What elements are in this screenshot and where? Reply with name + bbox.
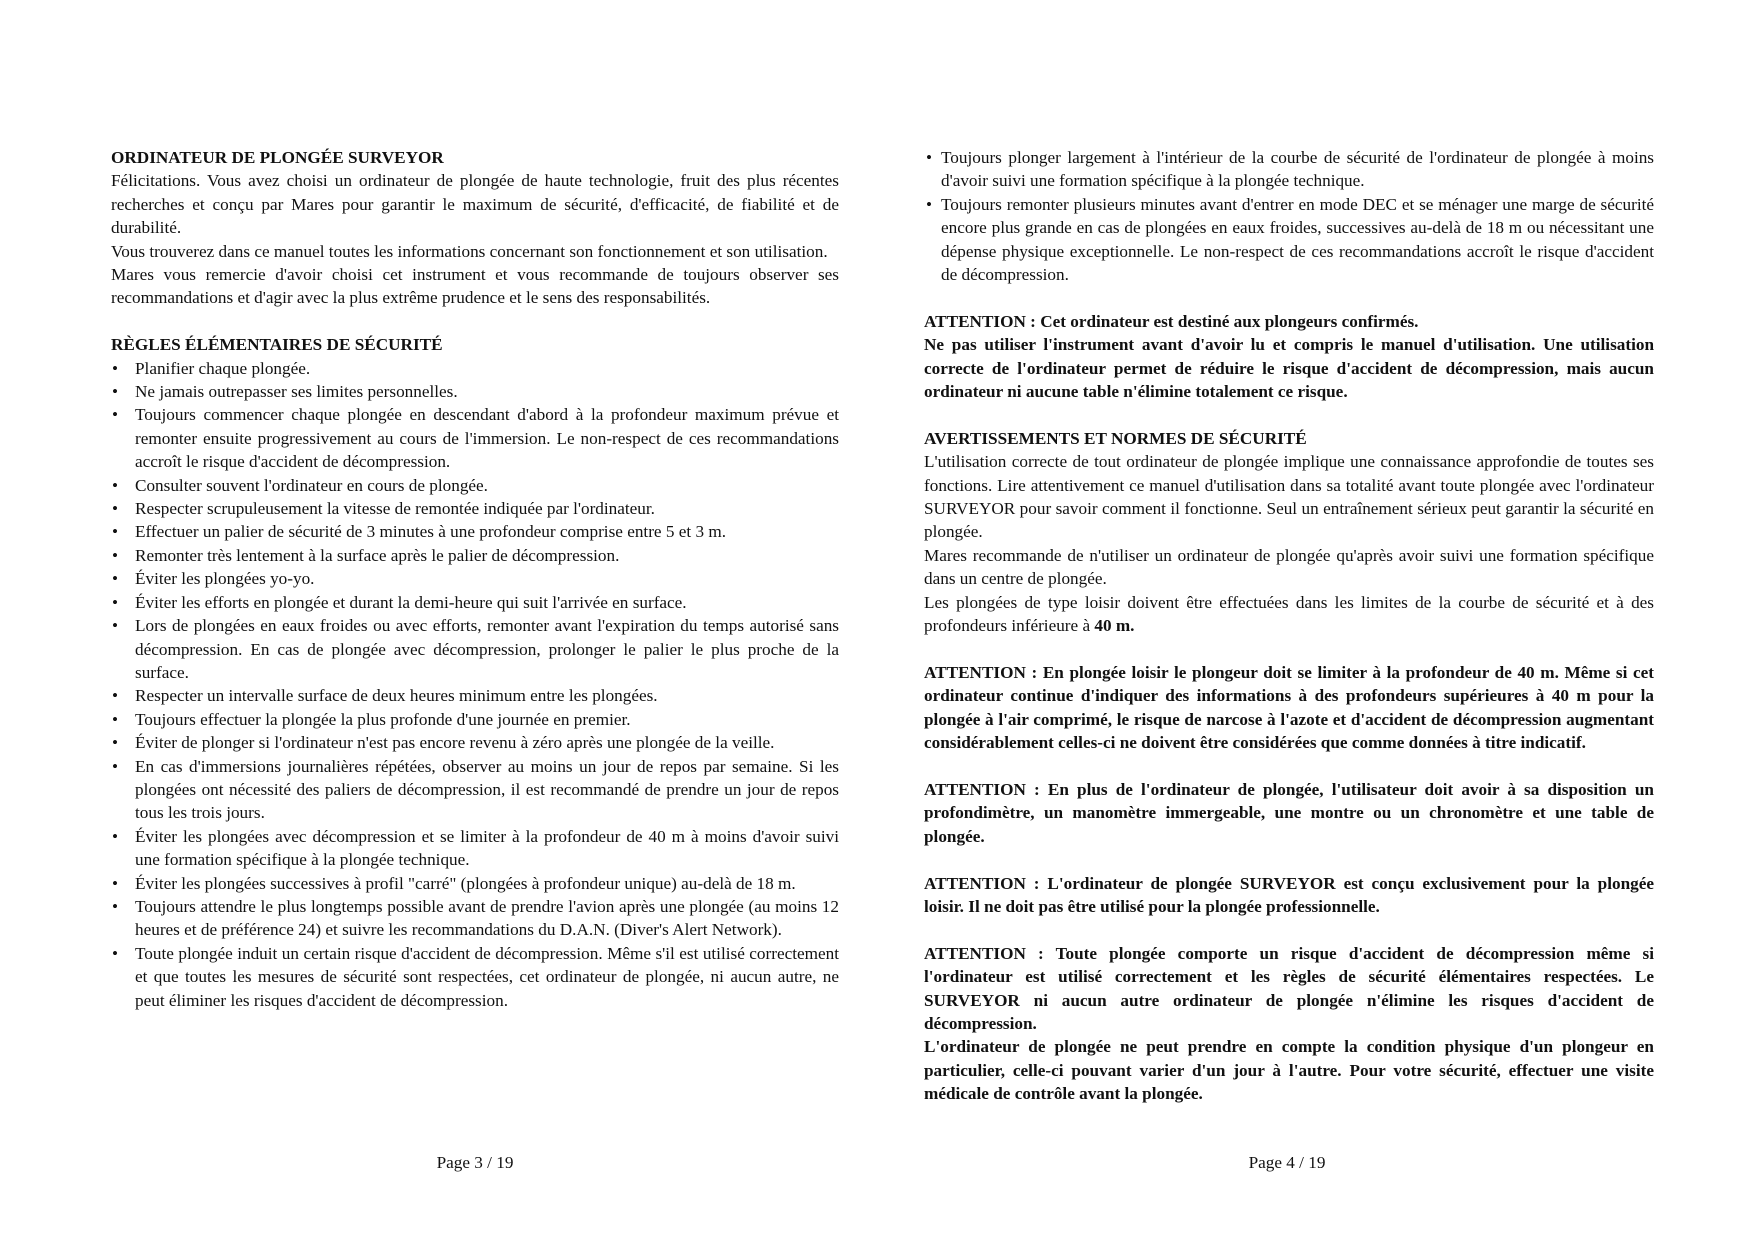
attention-decompression-risk: ATTENTION : Toute plongée comporte un risque d'accident de décompression même si l'ordinateur est utilisé correctement et les règles de sécurité élémentaires respectées. Le SURVEYOR ni aucun autre ordinateur de plongée n'élimine les risques d'accident de décompression. xyxy=(924,943,1654,1033)
rule-text: Lors de plongées en eaux froides ou avec efforts, remonter avant l'expiration du temps autorisé sans décompression. En cas de plongée avec décompression, prolonger le palier le plus proche de la surface. xyxy=(135,616,839,682)
bullet-icon: • xyxy=(112,873,119,893)
spacer xyxy=(924,286,1654,309)
max-depth-value: 40 m. xyxy=(1094,616,1135,636)
page-number-left: Page 3 / 19 xyxy=(436,1153,514,1172)
rule-text: Planifier chaque plongée. xyxy=(135,358,311,378)
attention-depth-limit: ATTENTION : En plongée loisir le plongeur doit se limiter à la profondeur de 40 m. Même si cet ordinateur continue d'indiquer des informations à des profondeurs supérieures à 40 m pour la plongée à l'air comprimé, le risque de narcose à l'azote et d'accident de décompression augmentant considérablement celles-ci ne doivent être considérées que comme données à titre indicatif. xyxy=(924,662,1654,753)
bullet-icon: • xyxy=(112,499,119,519)
rule-text: Respecter un intervalle surface de deux heures minimum entre les plongées. xyxy=(135,686,658,706)
bullet-icon: • xyxy=(112,405,119,425)
attention-confirmed-divers: ATTENTION : Cet ordinateur est destiné aux plongeurs confirmés. xyxy=(924,311,1419,331)
rule-text: Toujours attendre le plus longtemps possible avant de prendre l'avion après une plongée (au moins 12 heures et de préférence 24) et suivre les recommandations du D.A.N. (Diver's Alert Network). xyxy=(135,896,839,940)
list-item xyxy=(111,380,839,403)
bullet-icon: • xyxy=(112,896,119,916)
rule-text: Toujours plonger largement à l'intérieur de la courbe de sécurité de l'ordinateur de plongée à moins d'avoir suivi une formation spécifique à la plongée technique. xyxy=(941,148,1654,191)
spacer xyxy=(924,755,1654,778)
bullet-icon: • xyxy=(112,616,119,636)
bullet-icon: • xyxy=(926,194,933,214)
list-item xyxy=(111,684,839,707)
warnings-heading: AVERTISSEMENTS ET NORMES DE SÉCURITÉ xyxy=(924,428,1307,448)
attention-backup-instruments: ATTENTION : En plus de l'ordinateur de plongée, l'utilisateur doit avoir à sa disposition un profondimètre, un manomètre immergeable, une montre ou un chronomètre et une table de plongée. xyxy=(924,779,1654,846)
attention-read-manual: Ne pas utiliser l'instrument avant d'avoir lu et compris le manuel d'utilisation. Une utilisation correcte de l'ordinateur permet de réduire le risque d'accident de décompression, mais aucun ordinateur ni aucune table n'élimine totalement ce risque. xyxy=(924,335,1654,402)
warnings-paragraph-1: L'utilisation correcte de tout ordinateur de plongée implique une connaissance approfondie de toutes ses fonctions. Lire attentivement ce manuel d'utilisation dans sa totalité avant toute plongée avec l'ordinateur SURVEYOR pour savoir comment il fonctionne. Seul un entraînement sérieux peut garantir la sécurité en plongée. xyxy=(924,452,1654,542)
bullet-icon: • xyxy=(112,709,119,729)
list-item xyxy=(111,825,839,872)
bullet-icon: • xyxy=(112,569,119,589)
list-item xyxy=(111,544,839,567)
rule-text: Effectuer un palier de sécurité de 3 minutes à une profondeur comprise entre 5 et 3 m. xyxy=(135,522,726,542)
spacer xyxy=(111,310,839,333)
rule-text: Toujours effectuer la plongée la plus profonde d'une journée en premier. xyxy=(135,709,631,729)
list-item xyxy=(924,193,1654,287)
list-item xyxy=(111,520,839,543)
attention-recreational-only: ATTENTION : L'ordinateur de plongée SURVEYOR est conçu exclusivement pour la plongée loisir. Il ne doit pas être utilisé pour la plongée professionnelle. xyxy=(924,873,1654,916)
bullet-icon: • xyxy=(112,686,119,706)
list-item xyxy=(111,474,839,497)
intro-paragraph-2: Vous trouverez dans ce manuel toutes les informations concernant son fonctionnement et son utilisation. xyxy=(111,241,828,261)
spacer xyxy=(924,403,1654,426)
spacer xyxy=(924,848,1654,871)
bullet-icon: • xyxy=(112,475,119,495)
list-item xyxy=(111,731,839,754)
list-item xyxy=(111,895,839,942)
bullet-icon: • xyxy=(112,545,119,565)
list-item xyxy=(111,872,839,895)
spacer xyxy=(924,638,1654,661)
bullet-icon: • xyxy=(926,148,933,167)
list-item xyxy=(111,567,839,590)
spacer xyxy=(924,918,1654,941)
list-item xyxy=(111,942,839,1012)
safety-rules-list-continued xyxy=(924,146,1654,286)
page-number-right: Page 4 / 19 xyxy=(1248,1153,1326,1172)
right-page-column xyxy=(924,146,1654,1106)
rule-text: Respecter scrupuleusement la vitesse de remontée indiquée par l'ordinateur. xyxy=(135,499,655,519)
bullet-icon: • xyxy=(112,943,119,963)
safety-rules-list xyxy=(111,357,839,1012)
document-title: ORDINATEUR DE PLONGÉE SURVEYOR xyxy=(111,148,444,167)
rule-text: Ne jamais outrepasser ses limites personnelles. xyxy=(135,382,458,402)
left-page-column xyxy=(111,146,839,1012)
warnings-paragraph-3-text: Les plongées de type loisir doivent être effectuées dans les limites de la courbe de sécurité et à des profondeurs inférieure à xyxy=(924,592,1654,636)
attention-physical-condition: L'ordinateur de plongée ne peut prendre en compte la condition physique d'un plongeur en particulier, celle-ci pouvant varier d'un jour à l'autre. Pour votre sécurité, effectuer une visite médicale de contrôle avant la plongée. xyxy=(924,1037,1654,1104)
rule-text: Éviter de plonger si l'ordinateur n'est pas encore revenu à zéro après une plongée de la veille. xyxy=(135,733,775,753)
intro-paragraph-3: Mares vous remercie d'avoir choisi cet instrument et vous recommande de toujours observer ses recommandations et d'agir avec la plus extrême prudence et le sens des responsabilités. xyxy=(111,265,839,308)
list-item xyxy=(111,357,839,380)
rule-text: Éviter les plongées avec décompression et se limiter à la profondeur de 40 m à moins d'avoir suivi une formation spécifique à la plongée technique. xyxy=(135,826,839,870)
warnings-paragraph-3 xyxy=(924,591,1654,638)
list-item xyxy=(111,708,839,731)
rule-text: En cas d'immersions journalières répétées, observer au moins un jour de repos par semaine. Si les plongées ont nécessité des paliers de décompression, il est recommandé de prendre un jour de repos tous les trois jours. xyxy=(135,756,839,823)
rule-text: Toujours remonter plusieurs minutes avant d'entrer en mode DEC et se ménager une marge de sécurité encore plus grande en cas de plongées en eaux froides, successives au-delà de 18 m ou nécessitant une dépense physique exceptionnelle. Le non-respect de ces recommandations accroît le risque d'accident de décompression. xyxy=(941,194,1654,285)
rule-text: Éviter les efforts en plongée et durant la demi-heure qui suit l'arrivée en surface. xyxy=(135,592,687,612)
list-item xyxy=(111,497,839,520)
list-item xyxy=(111,403,839,473)
bullet-icon: • xyxy=(112,382,119,402)
bullet-icon: • xyxy=(112,522,119,542)
rules-heading: RÈGLES ÉLÉMENTAIRES DE SÉCURITÉ xyxy=(111,335,443,355)
list-item xyxy=(924,146,1654,193)
rule-text: Toute plongée induit un certain risque d'accident de décompression. Même s'il est utilisé correctement et que toutes les mesures de sécurité sont respectées, cet ordinateur de plongée, ni aucun autre, ne peut éliminer les risques d'accident de décompression. xyxy=(135,943,839,1010)
rule-text: Toujours commencer chaque plongée en descendant d'abord à la profondeur maximum prévue et remonter ensuite progressivement au cours de l'immersion. Le non-respect de ces recommandations accroît le risque d'accident de décompression. xyxy=(135,405,839,472)
bullet-icon: • xyxy=(112,358,119,378)
rule-text: Remonter très lentement à la surface après le palier de décompression. xyxy=(135,545,620,565)
bullet-icon: • xyxy=(112,733,119,753)
list-item xyxy=(111,591,839,614)
warnings-paragraph-2: Mares recommande de n'utiliser un ordinateur de plongée qu'après avoir suivi une formation spécifique dans un centre de plongée. xyxy=(924,545,1654,589)
intro-paragraph-1: Félicitations. Vous avez choisi un ordinateur de plongée de haute technologie, fruit des plus récentes recherches et conçu par Mares pour garantir le maximum de sécurité, d'efficacité, de fiabilité et de durabilité. xyxy=(111,171,839,238)
list-item xyxy=(111,614,839,684)
rule-text: Éviter les plongées yo-yo. xyxy=(135,569,315,589)
bullet-icon: • xyxy=(112,756,119,776)
rule-text: Consulter souvent l'ordinateur en cours de plongée. xyxy=(135,475,488,495)
bullet-icon: • xyxy=(112,826,119,846)
bullet-icon: • xyxy=(112,592,119,612)
rule-text: Éviter les plongées successives à profil "carré" (plongées à profondeur unique) au-delà de 18 m. xyxy=(135,873,796,893)
list-item xyxy=(111,755,839,825)
